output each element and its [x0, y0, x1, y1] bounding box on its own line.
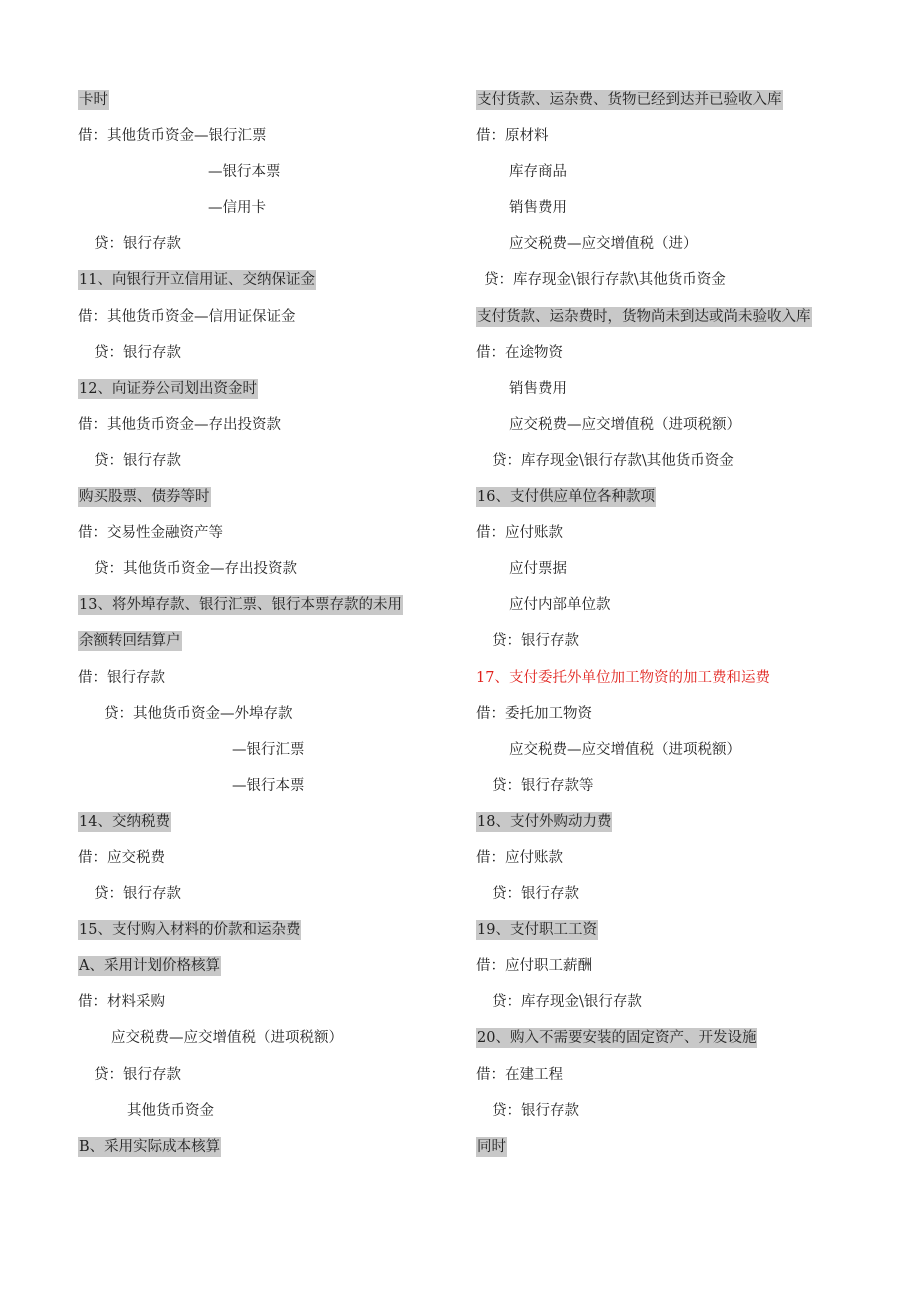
- line-text: 库存商品: [509, 164, 567, 181]
- line-text: 应付票据: [509, 561, 567, 578]
- line-text: 12、向证券公司划出资金时: [79, 380, 257, 397]
- line-text: 应交税费—应交增值税（进项税额）: [509, 416, 741, 433]
- entry-line: [476, 407, 876, 443]
- section-heading: [476, 1020, 876, 1056]
- line-text: 14、交纳税费: [79, 813, 170, 830]
- entry-line: [476, 515, 876, 551]
- line-text: 借：应付职工薪酬: [476, 958, 592, 975]
- line-text: —信用卡: [208, 200, 266, 217]
- section-heading: [476, 1129, 876, 1165]
- line-text: 同时: [477, 1138, 506, 1155]
- entry-line: [476, 587, 876, 623]
- line-text: 借：应付账款: [476, 525, 563, 542]
- entry-line: [78, 515, 458, 551]
- entry-line: [78, 407, 458, 443]
- entry-line: [476, 190, 876, 226]
- line-text: 借：其他货币资金—银行汇票: [78, 128, 267, 145]
- line-text: 贷：库存现金\银行存款: [492, 994, 642, 1011]
- line-text: 17、支付委托外单位加工物资的加工费和运费: [476, 669, 770, 686]
- line-text: 贷：库存现金\银行存款\其他货币资金: [484, 272, 726, 289]
- line-text: 借：交易性金融资产等: [78, 525, 223, 542]
- entry-line: [78, 1020, 458, 1056]
- line-text: 贷：银行存款等: [492, 777, 594, 794]
- line-text: 卡时: [79, 92, 108, 108]
- line-text: 15、支付购入材料的价款和运杂费: [79, 922, 301, 939]
- section-heading: [476, 299, 876, 335]
- line-text: 应交税费—应交增值税（进）: [509, 236, 698, 253]
- entry-line: [476, 262, 876, 298]
- line-text: 应交税费—应交增值税（进项税额）: [509, 741, 741, 758]
- line-text: —银行本票: [232, 777, 305, 794]
- section-heading: [78, 804, 458, 840]
- line-text: 销售费用: [509, 380, 567, 397]
- entry-line: [78, 696, 458, 732]
- right-column: [476, 82, 876, 1165]
- entry-line: [78, 190, 458, 226]
- line-text: 借：其他货币资金—存出投资款: [78, 416, 281, 433]
- line-text: 贷：库存现金\银行存款\其他货币资金: [492, 452, 734, 469]
- line-text: 应付内部单位款: [509, 597, 611, 614]
- entry-line: [78, 876, 458, 912]
- left-column: [78, 82, 458, 1165]
- line-text: A、采用计划价格核算: [79, 958, 220, 975]
- entry-line: [78, 984, 458, 1020]
- line-text: —银行汇票: [232, 741, 305, 758]
- line-text: 支付货款、运杂费、货物已经到达并已验收入库: [477, 92, 782, 108]
- line-text: 20、购入不需要安装的固定资产、开发设施: [477, 1030, 757, 1047]
- line-text: 贷：银行存款: [94, 452, 181, 469]
- line-text: 16、支付供应单位各种款项: [477, 489, 655, 506]
- line-text: 贷：银行存款: [94, 1066, 181, 1083]
- entry-line: [476, 840, 876, 876]
- line-text: 支付货款、运杂费时，货物尚未到达或尚未验收入库: [477, 308, 811, 325]
- section-heading: [78, 262, 458, 298]
- line-text: 13、将外埠存款、银行汇票、银行本票存款的未用: [79, 597, 402, 614]
- entry-line: [476, 443, 876, 479]
- line-text: 贷：银行存款: [94, 344, 181, 361]
- line-text: 贷：银行存款: [492, 886, 579, 903]
- line-text: 贷：银行存款: [492, 633, 579, 650]
- entry-line: [476, 551, 876, 587]
- entry-line: [78, 840, 458, 876]
- entry-line: [476, 335, 876, 371]
- section-heading: [78, 587, 458, 623]
- line-text: 借：应付账款: [476, 849, 563, 866]
- line-text: 11、向银行开立信用证、交纳保证金: [79, 272, 315, 289]
- section-heading: [476, 660, 876, 696]
- line-text: 借：在建工程: [476, 1066, 563, 1083]
- line-text: 18、支付外购动力费: [477, 813, 612, 830]
- line-text: 借：原材料: [476, 128, 549, 145]
- line-text: —银行本票: [208, 164, 281, 181]
- entry-line: [476, 768, 876, 804]
- entry-line: [476, 732, 876, 768]
- entry-line: [78, 335, 458, 371]
- entry-line: [78, 660, 458, 696]
- entry-line: [476, 1093, 876, 1129]
- line-text: 借：委托加工物资: [476, 705, 592, 722]
- line-text: 借：材料采购: [78, 994, 165, 1011]
- entry-line: [476, 876, 876, 912]
- line-text: 应交税费—应交增值税（进项税额）: [111, 1030, 343, 1047]
- line-text: 19、支付职工工资: [477, 922, 597, 939]
- line-text: 贷：银行存款: [94, 236, 181, 253]
- entry-line: [476, 371, 876, 407]
- entry-line: [78, 551, 458, 587]
- entry-line: [78, 1057, 458, 1093]
- entry-line: [476, 696, 876, 732]
- line-text: 贷：银行存款: [492, 1102, 579, 1119]
- entry-line: [476, 948, 876, 984]
- entry-line: [476, 984, 876, 1020]
- entry-line: [78, 1093, 458, 1129]
- line-text: B、采用实际成本核算: [79, 1138, 221, 1155]
- section-heading: [78, 82, 458, 118]
- line-text: 贷：银行存款: [94, 886, 181, 903]
- entry-line: [78, 154, 458, 190]
- entry-line: [78, 226, 458, 262]
- section-heading: [78, 1129, 458, 1165]
- section-heading: [476, 912, 876, 948]
- line-text: 借：应交税费: [78, 849, 165, 866]
- line-text: 贷：其他货币资金—存出投资款: [94, 561, 297, 578]
- section-heading: [78, 371, 458, 407]
- entry-line: [476, 1057, 876, 1093]
- section-heading: [78, 479, 458, 515]
- entry-line: [476, 226, 876, 262]
- section-heading: [78, 948, 458, 984]
- line-text: 购买股票、债券等时: [79, 489, 210, 506]
- entry-line: [476, 154, 876, 190]
- line-text: 其他货币资金: [127, 1102, 214, 1119]
- line-text: 借：其他货币资金—信用证保证金: [78, 308, 296, 325]
- entry-line: [476, 118, 876, 154]
- section-heading: [476, 82, 876, 118]
- line-text: 借：在途物资: [476, 344, 563, 361]
- line-text: 借：银行存款: [78, 669, 165, 686]
- section-heading: [78, 912, 458, 948]
- section-heading: [476, 804, 876, 840]
- entry-line: [78, 299, 458, 335]
- line-text: 余额转回结算户: [79, 633, 181, 650]
- line-text: 贷：其他货币资金—外埠存款: [104, 705, 293, 722]
- entry-line: [78, 768, 458, 804]
- line-text: 销售费用: [509, 200, 567, 217]
- section-heading: [476, 479, 876, 515]
- entry-line: [476, 623, 876, 659]
- entry-line: [78, 443, 458, 479]
- entry-line: [78, 732, 458, 768]
- section-heading: [78, 623, 458, 659]
- entry-line: [78, 118, 458, 154]
